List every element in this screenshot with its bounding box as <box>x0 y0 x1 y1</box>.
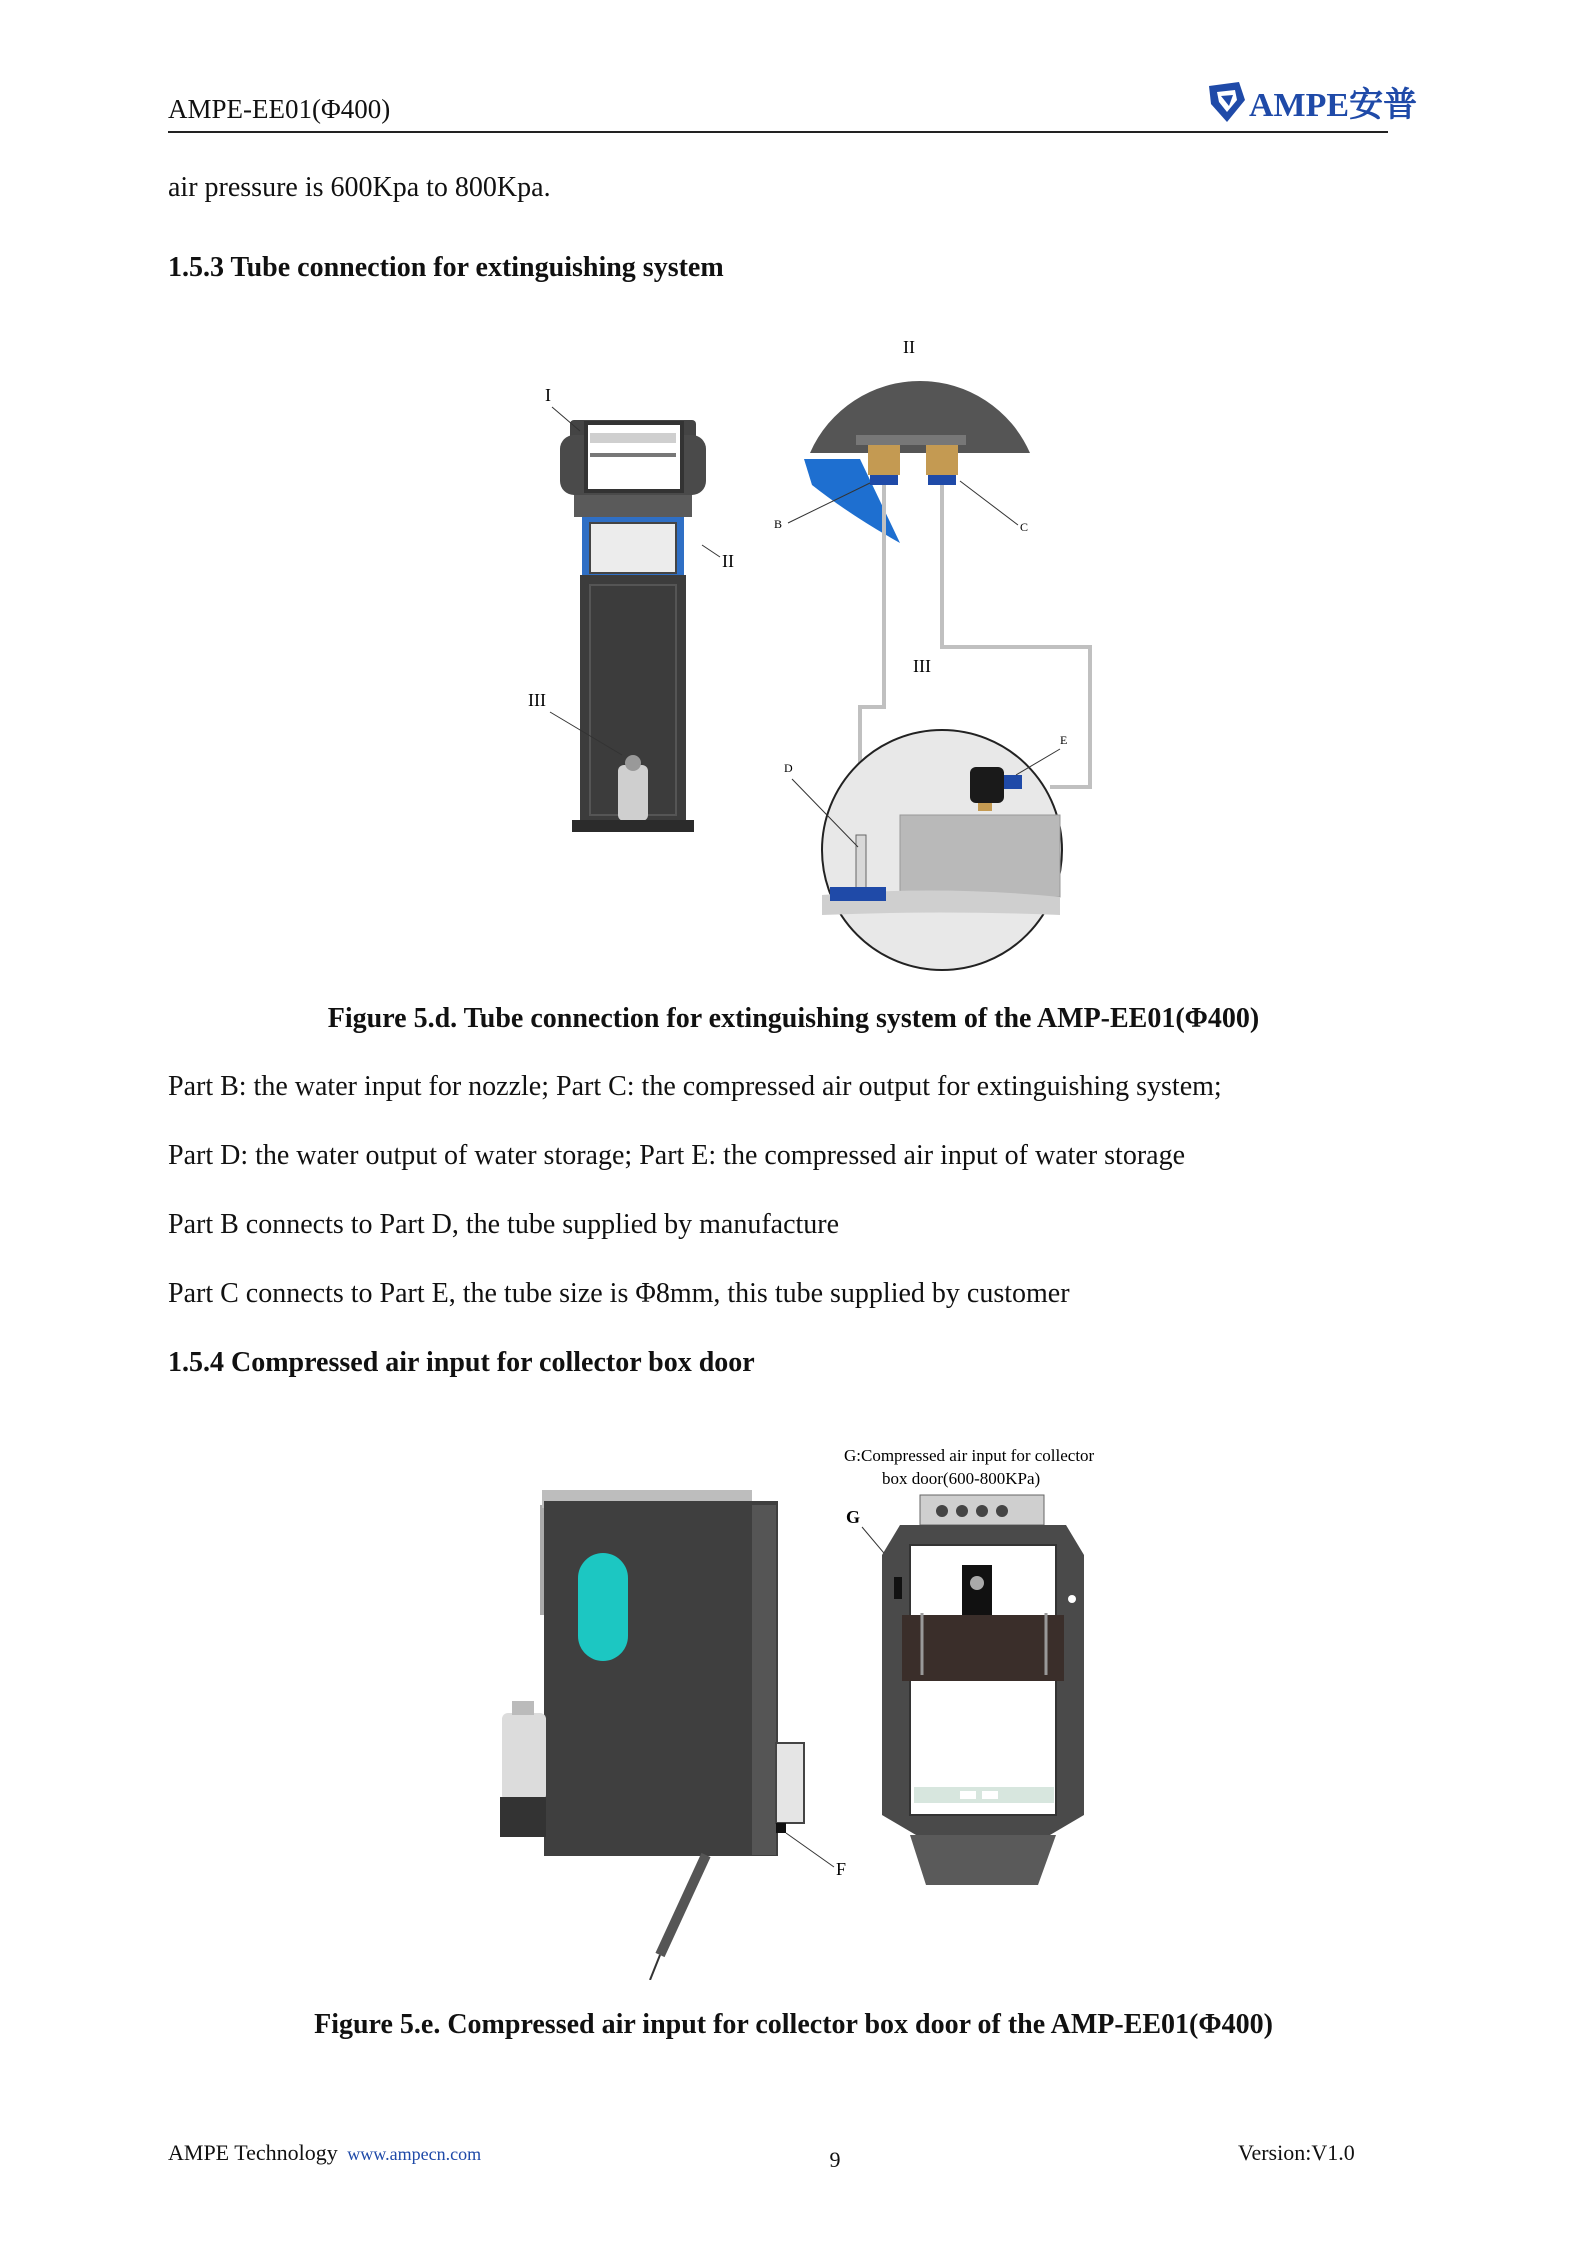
fig5d-label-i: I <box>545 385 551 405</box>
figure-5d-caption: Figure 5.d. Tube connection for extinguishing system of the AMP-EE01(Φ400) <box>327 1003 1260 1034</box>
parts-line-4: Part C connects to Part E, the tube size is Φ8mm, this tube supplied by customer <box>168 1278 1070 1309</box>
logo-text: AMPE安普 <box>1249 87 1418 124</box>
footer-version: Version:V1.0 <box>1238 2140 1355 2165</box>
fig5d-label-ii: II <box>903 337 915 357</box>
figure-5d-diagram <box>520 335 1100 975</box>
section-heading-1-5-4: 1.5.4 Compressed air input for collector box door <box>168 1347 755 1378</box>
header-rule <box>168 131 1388 133</box>
fig5d-label-ii-small: II <box>722 551 734 571</box>
fig5d-label-e: E <box>1060 733 1068 747</box>
header-title: AMPE-EE01(Φ400) <box>168 94 391 124</box>
fig5d-label-d: D <box>784 761 793 775</box>
fig5e-annotation-line2: box door(600-800KPa) <box>882 1469 1041 1488</box>
footer-company-name: AMPE Technology <box>168 2140 338 2165</box>
fig5e-label-f: F <box>836 1859 847 1879</box>
footer-url[interactable]: www.ampecn.com <box>347 2144 482 2164</box>
parts-line-2: Part D: the water output of water storage; Part E: the compressed air input of water storage <box>168 1140 1186 1171</box>
intro-text: air pressure is 600Kpa to 800Kpa. <box>168 172 551 203</box>
fig5d-label-iii-small: III <box>528 690 546 710</box>
fig5d-label-iii: III <box>913 656 931 676</box>
section-heading-1-5-3: 1.5.3 Tube connection for extinguishing system <box>168 252 724 283</box>
parts-line-3: Part B connects to Part D, the tube supplied by manufacture <box>168 1209 840 1240</box>
fig5d-label-b: B <box>774 517 783 531</box>
fig5d-label-c: C <box>1020 520 1029 534</box>
figure-5e-diagram <box>490 1435 1140 1980</box>
ampe-logo <box>1205 78 1427 128</box>
parts-line-1: Part B: the water input for nozzle; Part C: the compressed air output for extinguishing system; <box>168 1071 1222 1102</box>
fig5e-label-g: G <box>846 1507 861 1527</box>
fig5e-annotation-line1: G:Compressed air input for collector <box>844 1446 1095 1465</box>
figure-5e-caption: Figure 5.e. Compressed air input for collector box door of the AMP-EE01(Φ400) <box>314 2009 1273 2040</box>
footer-page-number: 9 <box>829 2147 841 2172</box>
